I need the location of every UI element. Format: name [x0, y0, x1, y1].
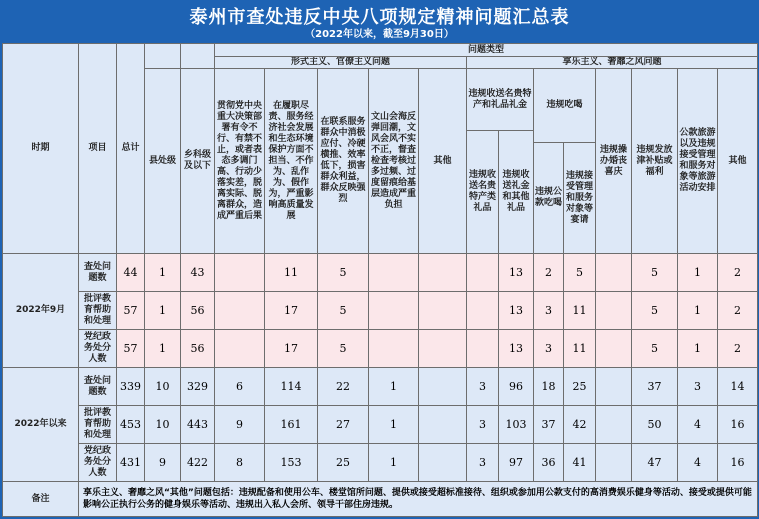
header-formalism-2: 在履职尽责、服务经济社会发展和生态环境保护方面不担当、不作为、乱作为、假作为，严重影响高质量发展: [265, 69, 318, 254]
cell-h2a: 2: [534, 254, 564, 292]
cell-f4: [369, 254, 419, 292]
cell-h1b: 13: [499, 254, 534, 292]
cell-h1b: 96: [499, 368, 534, 406]
header-formalism-4: 文山会海反弹回潮，文风会风不实不正，督查检查考核过多过频、过度留痕给基层造成严重负担: [369, 69, 419, 254]
header-dining: 违规吃喝: [534, 69, 596, 143]
note-text: 享乐主义、奢靡之风“其他”问题包括：违规配备和使用公车、楼堂馆所问题、提供或接受超标准接待、组织或参加用公款支付的高消费娱乐健身等活动、接受或提供可能影响公正执行公务的健身娱乐等活动、违规出入私人会所、领导干部住房违规。: [79, 482, 758, 517]
cell-h4: 47: [632, 444, 678, 482]
header-formalism-other: 其他: [419, 69, 467, 254]
header-county: 县处级: [145, 69, 181, 254]
cell-h3: [596, 330, 632, 368]
cell-h4: 5: [632, 292, 678, 330]
cell-h1a: [467, 330, 499, 368]
table-row: [3, 406, 758, 444]
cell-h2a: 3: [534, 292, 564, 330]
summary-table: [2, 43, 758, 517]
header-hedonism-other: 其他: [718, 69, 758, 254]
cell-h6: 2: [718, 254, 758, 292]
cell-f1: 8: [215, 444, 265, 482]
header-formalism: 形式主义、官僚主义问题: [215, 57, 467, 69]
header-weddings-funerals: 违规操办婚丧喜庆: [596, 69, 632, 254]
cell-total: 339: [117, 368, 145, 406]
row-label: 党纪政务处分人数: [79, 444, 117, 482]
page-subtitle: （2022年以来，截至9月30日）: [305, 29, 454, 40]
cell-f5: [419, 254, 467, 292]
period-cell: 2022年9月: [3, 254, 79, 368]
cell-h2a: 37: [534, 406, 564, 444]
cell-f5: [419, 368, 467, 406]
cell-h4: 50: [632, 406, 678, 444]
cell-total: 57: [117, 330, 145, 368]
page-title: 泰州市查处违反中央八项规定精神问题汇总表: [189, 7, 570, 28]
cell-h3: [596, 292, 632, 330]
cell-h6: 14: [718, 368, 758, 406]
cell-h3: [596, 444, 632, 482]
cell-f2: 114: [265, 368, 318, 406]
cell-h1b: 103: [499, 406, 534, 444]
cell-h4: 5: [632, 330, 678, 368]
cell-f2: 153: [265, 444, 318, 482]
cell-county: 1: [145, 254, 181, 292]
period-cell: 2022年以来: [3, 368, 79, 482]
cell-total: 453: [117, 406, 145, 444]
cell-f4: [369, 330, 419, 368]
cell-h3: [596, 368, 632, 406]
cell-f3: 25: [318, 444, 369, 482]
cell-h5: 1: [678, 292, 718, 330]
cell-f3: 5: [318, 330, 369, 368]
cell-f2: 11: [265, 254, 318, 292]
note-label: 备注: [3, 482, 79, 517]
cell-h3: [596, 254, 632, 292]
header-blank-2: [181, 44, 215, 69]
cell-h6: 2: [718, 330, 758, 368]
cell-h1b: 13: [499, 292, 534, 330]
table-row: [3, 292, 758, 330]
row-label: 查处问题数: [79, 368, 117, 406]
header-item: 项目: [79, 44, 117, 254]
cell-f5: [419, 406, 467, 444]
cell-total: 431: [117, 444, 145, 482]
cell-h3: [596, 406, 632, 444]
cell-h2b: 25: [564, 368, 596, 406]
row-label: 查处问题数: [79, 254, 117, 292]
header-formalism-1: 贯彻党中央重大决策部署有令不行、有禁不止，或者表态多调门高、行动少落实差，脱离实际、脱离群众，造成严重后果: [215, 69, 265, 254]
cell-h5: 4: [678, 444, 718, 482]
cell-township: 56: [181, 330, 215, 368]
cell-f1: [215, 254, 265, 292]
cell-h6: 16: [718, 406, 758, 444]
cell-h1a: 3: [467, 444, 499, 482]
header-tourism: 公款旅游以及违规接受管理和服务对象等旅游活动安排: [678, 69, 718, 254]
cell-township: 329: [181, 368, 215, 406]
cell-f2: 17: [265, 330, 318, 368]
row-label: 党纪政务处分人数: [79, 330, 117, 368]
cell-f3: 5: [318, 292, 369, 330]
header-problem-type: 问题类型: [215, 44, 758, 57]
cell-h5: 1: [678, 330, 718, 368]
cell-h6: 16: [718, 444, 758, 482]
cell-h5: 1: [678, 254, 718, 292]
cell-h2b: 41: [564, 444, 596, 482]
cell-township: 443: [181, 406, 215, 444]
cell-h2b: 42: [564, 406, 596, 444]
table-row: [3, 254, 758, 292]
cell-f1: [215, 330, 265, 368]
cell-h1b: 13: [499, 330, 534, 368]
cell-h6: 2: [718, 292, 758, 330]
header-township: 乡科级及以下: [181, 69, 215, 254]
cell-f5: [419, 292, 467, 330]
cell-h5: 3: [678, 368, 718, 406]
header-gifts-cash: 违规收送礼金和其他礼品: [499, 131, 534, 254]
cell-f1: 6: [215, 368, 265, 406]
table-row: [3, 368, 758, 406]
cell-f4: 1: [369, 406, 419, 444]
cell-county: 10: [145, 406, 181, 444]
cell-f3: 22: [318, 368, 369, 406]
header-blank-1: [145, 44, 181, 69]
cell-township: 43: [181, 254, 215, 292]
header-hedonism: 享乐主义、奢靡之风问题: [467, 57, 758, 69]
cell-f2: 161: [265, 406, 318, 444]
cell-h1a: [467, 254, 499, 292]
cell-f1: 9: [215, 406, 265, 444]
cell-township: 422: [181, 444, 215, 482]
cell-county: 1: [145, 330, 181, 368]
cell-f3: 27: [318, 406, 369, 444]
header-total: 总计: [117, 44, 145, 254]
cell-total: 44: [117, 254, 145, 292]
cell-f4: 1: [369, 368, 419, 406]
cell-h2a: 18: [534, 368, 564, 406]
cell-h2b: 11: [564, 330, 596, 368]
note-row: [3, 482, 758, 517]
cell-county: 10: [145, 368, 181, 406]
header-period: 时期: [3, 44, 79, 254]
cell-h1a: 3: [467, 368, 499, 406]
row-label: 批评教育帮助和处理: [79, 406, 117, 444]
cell-h1a: [467, 292, 499, 330]
cell-h2a: 3: [534, 330, 564, 368]
cell-h2b: 11: [564, 292, 596, 330]
cell-h1b: 97: [499, 444, 534, 482]
cell-h4: 5: [632, 254, 678, 292]
row-label: 批评教育帮助和处理: [79, 292, 117, 330]
cell-h4: 37: [632, 368, 678, 406]
cell-total: 57: [117, 292, 145, 330]
cell-county: 1: [145, 292, 181, 330]
cell-f3: 5: [318, 254, 369, 292]
cell-h5: 4: [678, 406, 718, 444]
header-dining-banquet: 违规接受管理和服务对象等宴请: [564, 143, 596, 254]
cell-h1a: 3: [467, 406, 499, 444]
header-formalism-3: 在联系服务群众中消极应付、冷硬横推、效率低下，损害群众利益，群众反映强烈: [318, 69, 369, 254]
summary-table-container: [2, 43, 757, 517]
cell-township: 56: [181, 292, 215, 330]
header-dining-public: 违规公款吃喝: [534, 143, 564, 254]
cell-f4: [369, 292, 419, 330]
cell-f2: 17: [265, 292, 318, 330]
cell-f5: [419, 444, 467, 482]
header-gifts: 违规收送名贵特产和礼品礼金: [467, 69, 534, 131]
cell-county: 9: [145, 444, 181, 482]
header-gifts-specialty: 违规收送名贵特产类礼品: [467, 131, 499, 254]
cell-h2a: 36: [534, 444, 564, 482]
cell-f4: 1: [369, 444, 419, 482]
cell-f1: [215, 292, 265, 330]
header-allowances: 违规发放津补贴或福利: [632, 69, 678, 254]
table-row: [3, 330, 758, 368]
cell-f5: [419, 330, 467, 368]
table-row: [3, 444, 758, 482]
cell-h2b: 5: [564, 254, 596, 292]
